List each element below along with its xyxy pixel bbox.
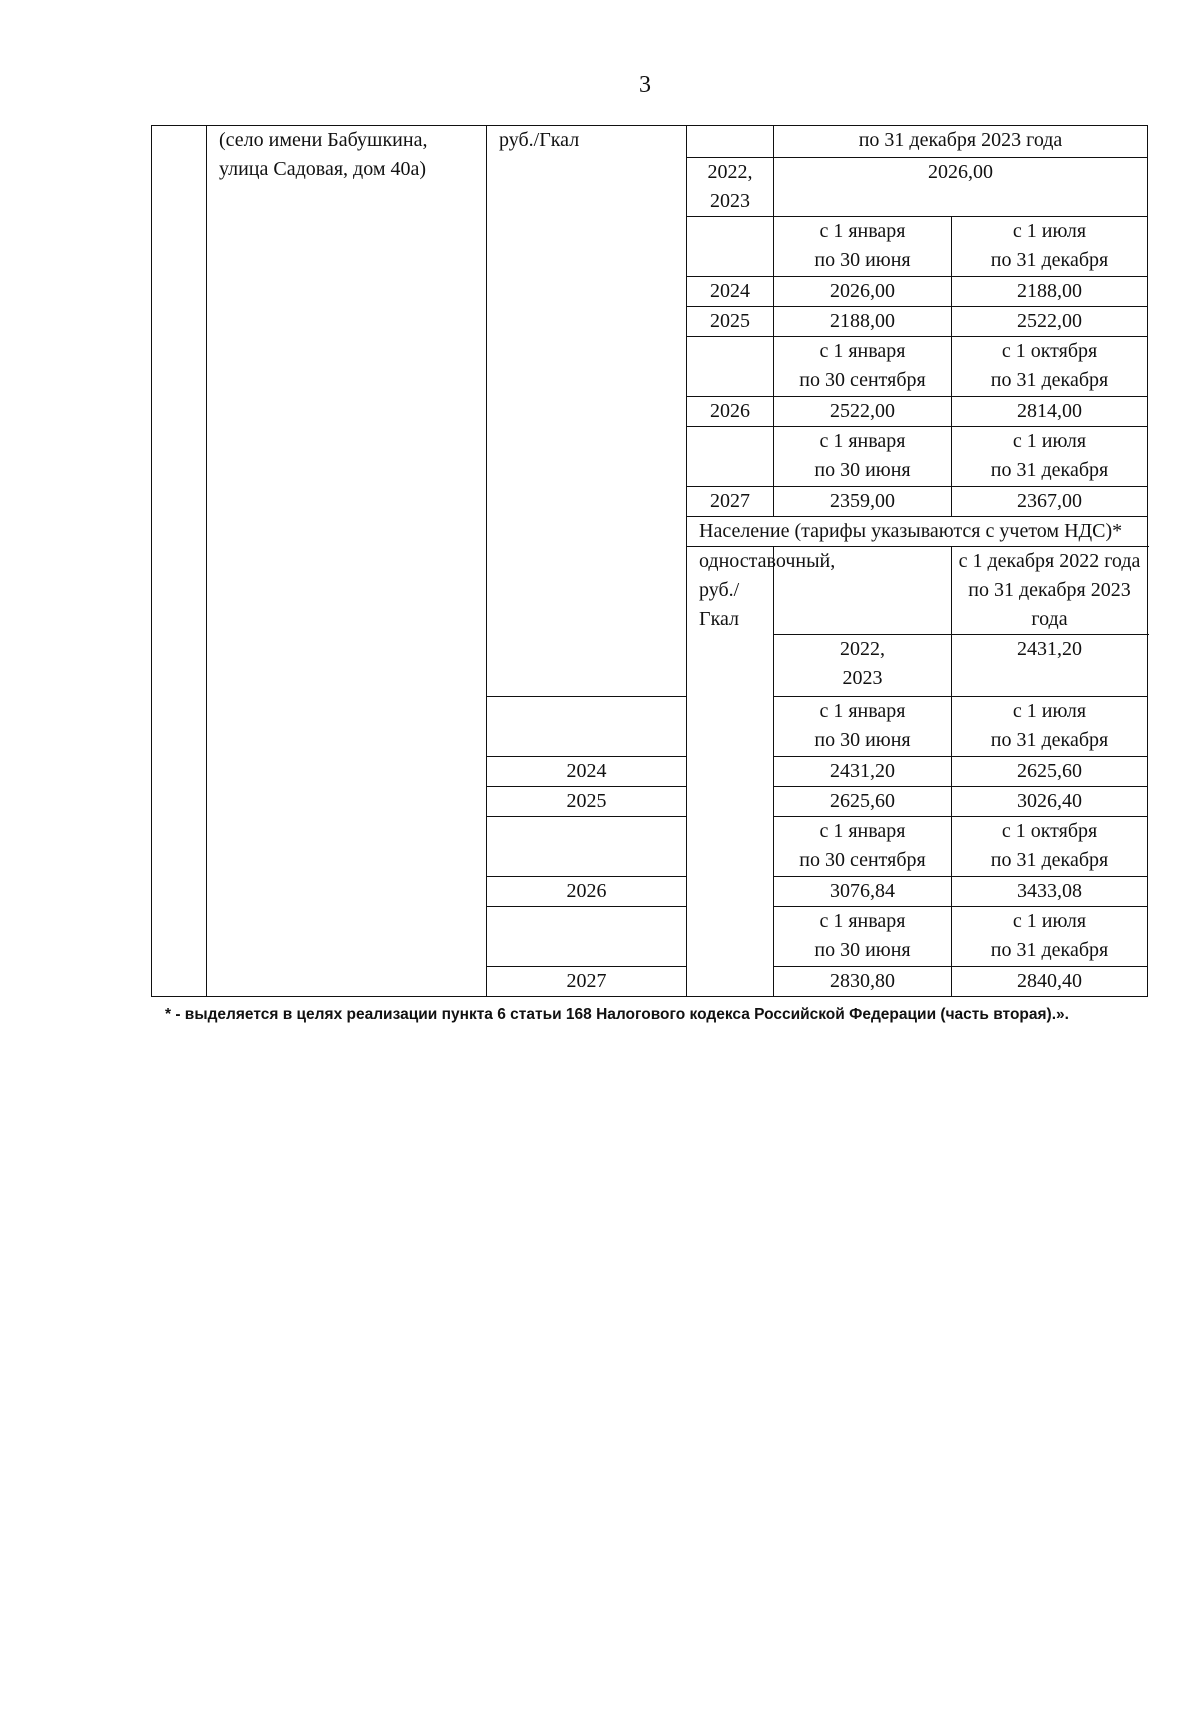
period-line: с 1 января bbox=[819, 820, 906, 842]
period-line: с 1 октября bbox=[1001, 340, 1098, 362]
table-row bbox=[152, 126, 1148, 158]
period-line: по 31 декабря bbox=[990, 939, 1109, 961]
location-line: улица Садовая, дом 40а) bbox=[219, 158, 427, 180]
value-cell: 3076,84 bbox=[774, 877, 952, 907]
period-header: по 31 декабря 2023 года bbox=[774, 126, 1148, 158]
year-cell bbox=[687, 217, 774, 277]
period-line: с 1 января bbox=[819, 340, 906, 362]
value-cell: 2814,00 bbox=[952, 397, 1148, 427]
period-cell bbox=[952, 697, 1148, 757]
value-cell: 2625,60 bbox=[774, 787, 952, 817]
unit-line: руб./Гкал bbox=[699, 579, 740, 630]
year-cell bbox=[687, 337, 774, 397]
period-line: по 30 сентября bbox=[799, 849, 926, 871]
period-line: по 30 июня bbox=[814, 249, 911, 271]
year-part: 2023 bbox=[710, 190, 750, 212]
page-number: 3 bbox=[639, 72, 651, 98]
value-cell: 2026,00 bbox=[774, 277, 952, 307]
value-cell: 2026,00 bbox=[774, 158, 1148, 217]
period-line: с 1 декабря 2022 года bbox=[958, 550, 1141, 572]
period-cell bbox=[774, 817, 952, 877]
value-cell: 2522,00 bbox=[774, 397, 952, 427]
period-cell bbox=[774, 217, 952, 277]
period-cell bbox=[952, 217, 1148, 277]
population-header: Население (тарифы указываются с учетом НДС)* bbox=[687, 517, 1148, 547]
period-line: по 31 декабря bbox=[990, 849, 1109, 871]
value-cell: 2431,20 bbox=[952, 635, 1148, 697]
period-cell bbox=[774, 427, 952, 487]
period-line: с 1 июля bbox=[1012, 910, 1087, 932]
value-cell: 2431,20 bbox=[774, 757, 952, 787]
value-cell: 2840,40 bbox=[952, 967, 1148, 997]
year-cell: 2025 bbox=[487, 787, 687, 817]
period-line: по 31 декабря bbox=[990, 369, 1109, 391]
year-cell: 2027 bbox=[487, 967, 687, 997]
value-cell: 3026,40 bbox=[952, 787, 1148, 817]
year-cell bbox=[487, 907, 687, 967]
year-cell: 2025 bbox=[687, 307, 774, 337]
period-line: по 30 сентября bbox=[799, 369, 926, 391]
unit-cell bbox=[687, 547, 836, 997]
value-cell: 2367,00 bbox=[952, 487, 1148, 517]
period-line: по 31 декабря bbox=[990, 249, 1109, 271]
period-line: по 30 июня bbox=[814, 459, 911, 481]
year-cell bbox=[487, 697, 687, 757]
year-cell: 2027 bbox=[687, 487, 774, 517]
year-cell bbox=[687, 427, 774, 487]
period-cell bbox=[952, 907, 1148, 967]
period-cell bbox=[952, 817, 1148, 877]
tariff-table bbox=[151, 125, 1148, 997]
period-cell bbox=[952, 427, 1148, 487]
value-cell: 2188,00 bbox=[952, 277, 1148, 307]
year-cell: 2024 bbox=[487, 757, 687, 787]
value-cell: 3433,08 bbox=[952, 877, 1148, 907]
period-header bbox=[952, 547, 1148, 635]
period-cell bbox=[774, 697, 952, 757]
period-cell bbox=[774, 907, 952, 967]
period-line: по 30 июня bbox=[814, 939, 911, 961]
location-cell bbox=[207, 126, 487, 997]
year-part: 2022, bbox=[840, 638, 885, 660]
period-line: с 1 июля bbox=[1012, 700, 1087, 722]
location-line: (село имени Бабушкина, bbox=[219, 129, 428, 151]
unit-line: одноставочный, bbox=[699, 550, 836, 572]
unit-cell: руб./Гкал bbox=[487, 126, 687, 697]
period-line: по 31 декабря 2023 года bbox=[968, 579, 1131, 630]
number-cell bbox=[152, 126, 207, 997]
year-cell: 2026 bbox=[687, 397, 774, 427]
year-cell: 2024 bbox=[687, 277, 774, 307]
value-cell: 2625,60 bbox=[952, 757, 1148, 787]
period-cell bbox=[952, 337, 1148, 397]
year-cell: 2026 bbox=[487, 877, 687, 907]
period-line: по 30 июня bbox=[814, 729, 911, 751]
period-line: по 31 декабря bbox=[990, 459, 1109, 481]
period-line: с 1 июля bbox=[1012, 430, 1087, 452]
period-line: с 1 октября bbox=[1001, 820, 1098, 842]
period-line: с 1 июля bbox=[1012, 220, 1087, 242]
year-cell bbox=[487, 817, 687, 877]
year-cell bbox=[687, 158, 774, 217]
value-cell: 2359,00 bbox=[774, 487, 952, 517]
period-line: с 1 января bbox=[819, 220, 906, 242]
value-cell: 2188,00 bbox=[774, 307, 952, 337]
footnote: * - выделяется в целях реализации пункта 6 статьи 168 Налогового кодекса Российской Федерации (часть вторая).». bbox=[165, 1006, 1069, 1023]
value-cell: 2830,80 bbox=[774, 967, 952, 997]
year-cell bbox=[687, 126, 774, 158]
period-line: с 1 января bbox=[819, 430, 906, 452]
period-cell bbox=[774, 337, 952, 397]
period-line: с 1 января bbox=[819, 700, 906, 722]
period-line: с 1 января bbox=[819, 910, 906, 932]
year-part: 2023 bbox=[842, 667, 883, 689]
year-part: 2022, bbox=[707, 161, 753, 183]
year-cell bbox=[774, 635, 952, 697]
period-line: по 31 декабря bbox=[990, 729, 1109, 751]
value-cell: 2522,00 bbox=[952, 307, 1148, 337]
